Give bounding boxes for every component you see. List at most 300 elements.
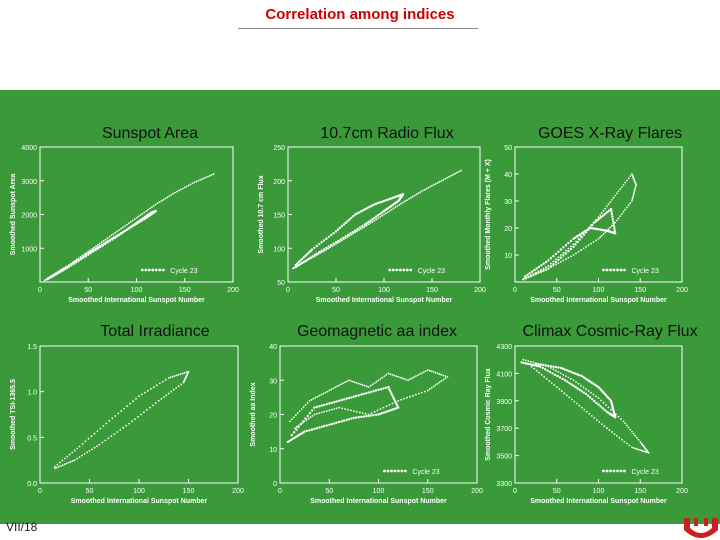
data-point [427, 369, 429, 371]
data-point [423, 189, 425, 191]
data-point [359, 412, 361, 414]
data-point [551, 372, 553, 374]
data-point [614, 433, 616, 435]
data-point [523, 359, 525, 361]
data-point [54, 468, 56, 470]
data-point [162, 381, 164, 383]
data-point [391, 374, 393, 376]
chart-3 [10, 344, 244, 505]
data-point [550, 265, 552, 267]
data-point [638, 449, 640, 451]
data-point [443, 375, 445, 377]
data-point [579, 374, 581, 376]
data-point [555, 264, 557, 266]
x-tick-label: 0 [38, 287, 42, 294]
data-point [153, 205, 155, 207]
data-point [538, 372, 540, 374]
data-point [571, 399, 573, 401]
y-tick-label: 0.5 [27, 435, 37, 443]
data-point [174, 375, 176, 377]
data-point [356, 382, 358, 384]
data-point [126, 405, 128, 407]
data-point [431, 185, 433, 187]
data-point [161, 200, 163, 202]
data-point [180, 384, 182, 386]
data-point [152, 405, 154, 407]
data-point [376, 381, 378, 383]
x-axis-label: Smoothed International Sunspot Number [310, 498, 447, 505]
data-point [377, 217, 379, 219]
data-point [581, 390, 583, 392]
data-point [85, 441, 87, 443]
data-point [184, 187, 186, 189]
data-point [350, 380, 352, 382]
data-point [560, 254, 562, 256]
data-point [540, 264, 542, 266]
data-point [346, 220, 348, 222]
data-point [314, 254, 316, 256]
data-point [548, 265, 550, 267]
data-point [553, 368, 555, 370]
data-point [322, 393, 324, 395]
data-point [370, 222, 372, 224]
data-point [173, 389, 175, 391]
data-point [588, 413, 590, 415]
data-point [406, 397, 408, 399]
legend-marker [616, 470, 619, 473]
data-point [289, 421, 291, 423]
data-point [537, 363, 539, 365]
y-tick-label: 3500 [496, 453, 512, 461]
data-point [544, 368, 546, 370]
data-point [359, 226, 361, 228]
data-point [639, 449, 641, 451]
data-point [159, 201, 161, 203]
data-point [203, 177, 205, 179]
data-point [353, 417, 355, 419]
data-point [113, 433, 115, 435]
data-point [147, 209, 149, 211]
data-point [328, 236, 330, 238]
data-point [636, 448, 638, 450]
data-point [114, 415, 116, 417]
data-point [572, 372, 574, 374]
data-point [565, 252, 567, 254]
data-point [585, 393, 587, 395]
data-point [122, 427, 124, 429]
data-point [535, 273, 537, 275]
data-point [629, 429, 631, 431]
data-point [343, 223, 345, 225]
data-point [344, 408, 346, 410]
data-point [611, 431, 613, 433]
data-point [308, 418, 310, 420]
data-point [536, 370, 538, 372]
data-point [564, 379, 566, 381]
data-point [307, 415, 309, 417]
data-point [437, 373, 439, 375]
data-point [86, 452, 88, 454]
data-point [178, 374, 180, 376]
data-point [538, 266, 540, 268]
data-point [323, 239, 325, 241]
data-point [328, 424, 330, 426]
data-point [579, 238, 581, 240]
data-point [174, 192, 176, 194]
data-point [570, 256, 572, 258]
data-point [545, 364, 547, 366]
data-point [128, 423, 130, 425]
data-point [293, 431, 295, 433]
data-point [207, 176, 209, 178]
data-point [603, 210, 605, 212]
y-tick-label: 2000 [21, 212, 37, 220]
data-point [401, 377, 403, 379]
data-point [547, 365, 549, 367]
data-point [634, 435, 636, 437]
data-point [58, 466, 60, 468]
data-point [299, 263, 301, 265]
data-point [416, 193, 418, 195]
data-point [319, 412, 321, 414]
data-point [626, 207, 628, 209]
data-point [111, 235, 113, 237]
data-point [144, 392, 146, 394]
data-point [560, 257, 562, 259]
data-point [543, 262, 545, 264]
data-point [626, 425, 628, 427]
legend-marker [155, 269, 158, 272]
data-point [71, 452, 73, 454]
y-tick-label: 40 [504, 172, 512, 179]
data-point [566, 369, 568, 371]
data-point [311, 399, 313, 401]
data-point [134, 218, 136, 220]
data-point [580, 249, 582, 251]
data-point [628, 204, 630, 206]
data-point [337, 229, 339, 231]
data-point [598, 238, 600, 240]
y-tick-label: 150 [273, 212, 285, 220]
data-point [68, 462, 70, 464]
data-point [396, 404, 398, 406]
data-point [365, 415, 367, 417]
data-point [435, 384, 437, 386]
y-tick-label: 30 [504, 199, 512, 206]
data-point [89, 450, 91, 452]
data-point [372, 390, 374, 392]
data-point [418, 192, 420, 194]
data-point [82, 255, 84, 257]
y-axis-label: Smoothed Sunspot Area [10, 173, 17, 256]
data-point [84, 453, 86, 455]
data-point [441, 374, 443, 376]
data-point [363, 393, 365, 395]
data-point [533, 368, 535, 370]
data-point [323, 404, 325, 406]
data-point [648, 452, 650, 454]
legend-marker [620, 269, 623, 272]
data-point [598, 397, 600, 399]
data-point [119, 429, 121, 431]
data-point [590, 243, 592, 245]
data-point [190, 184, 192, 186]
data-point [156, 384, 158, 386]
data-point [61, 460, 63, 462]
data-point [345, 419, 347, 421]
y-tick-label: 50 [504, 145, 512, 152]
data-point [405, 379, 407, 381]
data-point [80, 257, 82, 259]
data-point [613, 227, 615, 229]
data-point [555, 366, 557, 368]
data-point [420, 191, 422, 193]
data-point [91, 448, 93, 450]
data-point [138, 216, 140, 218]
data-point [372, 221, 374, 223]
data-point [529, 272, 531, 274]
y-tick-label: 200 [273, 178, 285, 186]
data-point [391, 209, 393, 211]
y-tick-label: 50 [277, 280, 285, 287]
data-point [450, 175, 452, 177]
y-tick-label: 40 [269, 344, 277, 351]
x-tick-label: 100 [372, 488, 385, 495]
data-point [540, 363, 542, 365]
legend-label: Cycle 23 [417, 268, 445, 275]
data-point [525, 360, 527, 362]
data-point [318, 243, 320, 245]
x-tick-label: 150 [634, 488, 647, 495]
data-point [304, 417, 306, 419]
x-tick-label: 0 [38, 488, 42, 495]
x-tick-label: 50 [85, 488, 94, 495]
data-point [568, 257, 570, 259]
x-tick-label: 200 [676, 488, 688, 495]
data-point [421, 392, 423, 394]
data-point [543, 376, 545, 378]
data-point [454, 173, 456, 175]
data-point [155, 204, 157, 206]
data-point [326, 391, 328, 393]
data-point [619, 188, 621, 190]
data-point [608, 203, 610, 205]
data-point [333, 408, 335, 410]
legend-marker [402, 269, 405, 272]
data-point [332, 232, 334, 234]
data-point [95, 245, 97, 247]
y-tick-label: 4000 [21, 145, 37, 152]
data-point [315, 397, 317, 399]
data-point [129, 403, 131, 405]
data-point [349, 232, 351, 234]
data-point [634, 190, 636, 192]
x-tick-label: 100 [378, 287, 390, 294]
data-point [556, 386, 558, 388]
data-point [632, 195, 634, 197]
y-tick-label: 1.5 [27, 344, 37, 351]
data-point [375, 389, 377, 391]
data-point [425, 188, 427, 190]
data-point [103, 425, 105, 427]
data-point [393, 208, 395, 210]
data-point [370, 391, 372, 393]
data-point [330, 389, 332, 391]
data-point [573, 379, 575, 381]
data-point [400, 399, 402, 401]
data-point [392, 396, 394, 398]
x-tick-label: 100 [130, 287, 143, 294]
data-point [542, 270, 544, 272]
data-point [590, 392, 592, 394]
data-point [54, 466, 56, 468]
data-point [307, 402, 309, 404]
legend-marker [606, 470, 609, 473]
data-point [149, 407, 151, 409]
data-point [634, 189, 636, 191]
x-tick-label: 50 [332, 287, 340, 294]
data-point [623, 421, 625, 423]
data-point [59, 462, 61, 464]
panel-title-total-irradiance: Total Irradiance [100, 323, 210, 340]
data-point [195, 181, 197, 183]
data-point [346, 380, 348, 382]
data-point [424, 391, 426, 393]
data-point [553, 261, 555, 263]
x-axis-label: Smoothed International Sunspot Number [68, 297, 205, 304]
data-point [56, 464, 58, 466]
data-point [581, 407, 583, 409]
legend-marker [392, 269, 395, 272]
data-point [616, 220, 618, 222]
data-point [337, 240, 339, 242]
data-point [160, 398, 162, 400]
data-point [377, 214, 379, 216]
data-point [527, 276, 529, 278]
data-point [409, 396, 411, 398]
y-axis-label: Smoothed TSI-1365.5 [10, 379, 17, 450]
data-point [75, 260, 77, 262]
data-point [633, 194, 635, 196]
legend-label: Cycle 23 [412, 469, 440, 476]
data-point [565, 258, 567, 260]
data-point [99, 444, 101, 446]
data-point [69, 454, 71, 456]
data-point [305, 404, 307, 406]
legend-marker [404, 470, 407, 473]
data-point [387, 211, 389, 213]
data-point [610, 208, 612, 210]
legend-marker [388, 269, 391, 272]
legend-marker [158, 269, 161, 272]
data-point [313, 398, 315, 400]
data-point [601, 235, 603, 237]
data-point [149, 208, 151, 210]
data-point [574, 243, 576, 245]
data-point [554, 374, 556, 376]
data-point [168, 377, 170, 379]
data-point [105, 239, 107, 241]
data-point [576, 373, 578, 375]
data-point [313, 406, 315, 408]
data-point [578, 405, 580, 407]
data-point [616, 435, 618, 437]
legend-marker [623, 269, 626, 272]
data-point [439, 381, 441, 383]
data-point [612, 223, 614, 225]
data-point [390, 392, 392, 394]
y-tick-label: 3900 [496, 398, 512, 406]
data-point [383, 407, 385, 409]
data-point [365, 413, 367, 415]
data-point [552, 255, 554, 257]
data-point [194, 182, 196, 184]
data-point [609, 429, 611, 431]
data-point [347, 234, 349, 236]
data-point [378, 379, 380, 381]
data-point [331, 402, 333, 404]
data-point [576, 241, 578, 243]
data-point [167, 196, 169, 198]
data-point [338, 400, 340, 402]
data-point [570, 248, 572, 250]
data-point [563, 374, 565, 376]
data-point [102, 442, 104, 444]
data-point [558, 256, 560, 258]
data-point [572, 385, 574, 387]
y-tick-label: 0.0 [27, 481, 37, 488]
x-tick-label: 200 [471, 488, 483, 495]
data-point [380, 408, 382, 410]
data-point [316, 413, 318, 415]
data-point [541, 367, 543, 369]
plot-frame [40, 147, 233, 282]
data-point [374, 220, 376, 222]
data-point [85, 254, 87, 256]
data-point [406, 199, 408, 201]
data-point [125, 425, 127, 427]
data-point [310, 416, 312, 418]
data-point [445, 178, 447, 180]
chart-0 [10, 145, 239, 304]
data-point [562, 246, 564, 248]
data-point [616, 193, 618, 195]
data-point [385, 212, 387, 214]
data-point [628, 427, 630, 429]
data-point [601, 423, 603, 425]
data-point [624, 209, 626, 211]
x-axis-label: Smoothed International Sunspot Number [530, 297, 667, 304]
legend-marker [401, 470, 404, 473]
data-point [163, 396, 165, 398]
data-point [120, 228, 122, 230]
data-point [338, 421, 340, 423]
university-logo-icon [682, 514, 720, 540]
data-point [567, 250, 569, 252]
data-point [82, 443, 84, 445]
data-point [180, 189, 182, 191]
data-point [291, 434, 293, 436]
data-point [597, 403, 599, 405]
data-point [382, 387, 384, 389]
x-tick-label: 200 [227, 287, 239, 294]
data-point [572, 238, 574, 240]
data-point [314, 414, 316, 416]
data-point [621, 439, 623, 441]
legend-marker [390, 470, 393, 473]
data-point [368, 386, 370, 388]
data-point [108, 420, 110, 422]
